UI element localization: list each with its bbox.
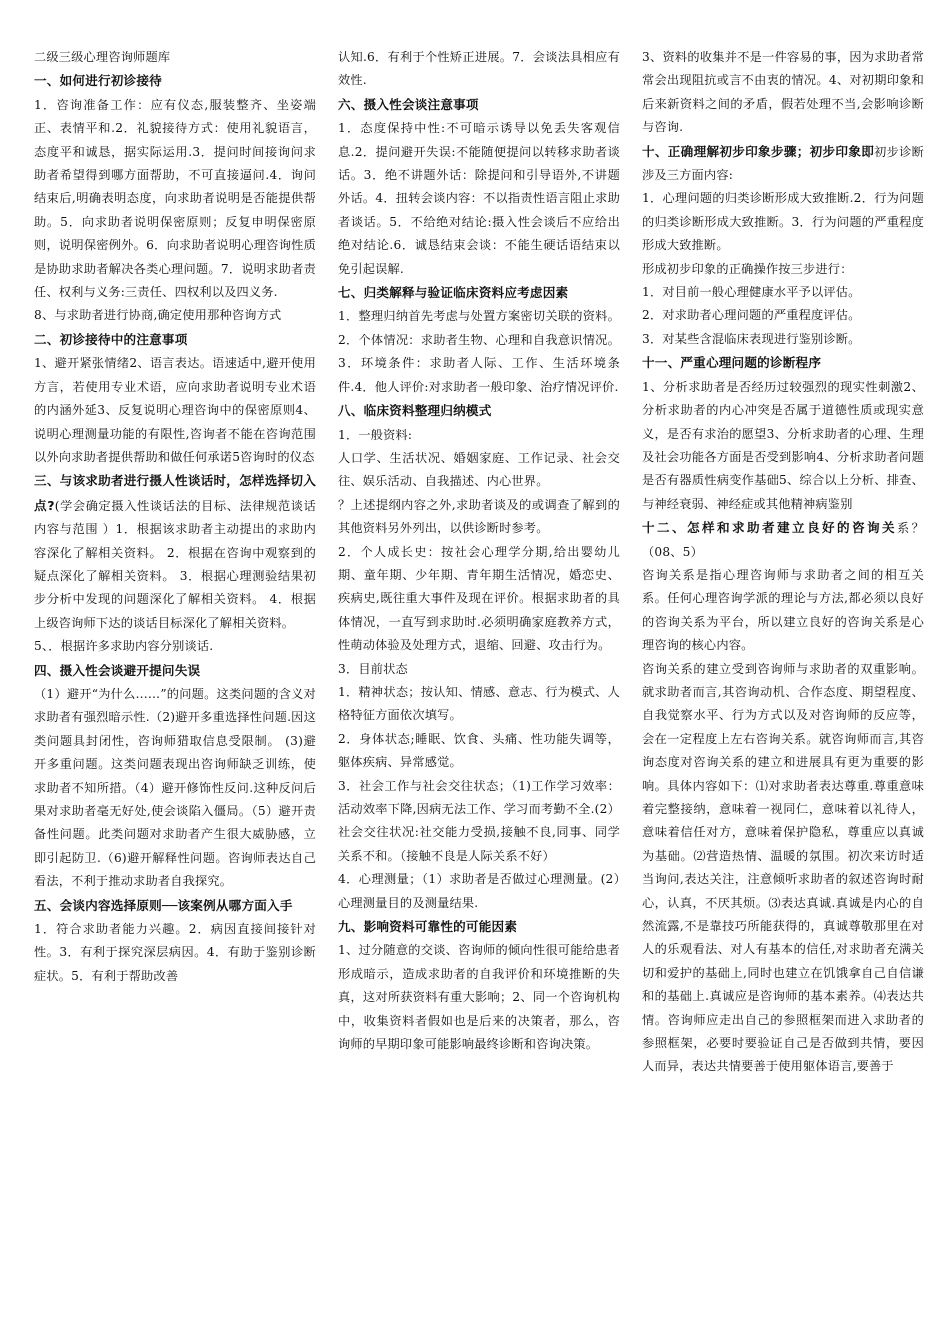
paragraph-text: 1、过分随意的交谈、咨询师的倾向性很可能给患者形成暗示，造成求助者的自我评价和环境推断的失真，这对所获资料有重大影响；2、同一个咨询机构中，收集资料者假如也是后来的决策者，那么，咨询师的早期印象可能影响最终诊断和咨询决策。	[338, 943, 620, 1052]
paragraph-text: 1．咨询准备工作：应有仪态,服装整齐、坐姿端正、表情平和.2．礼貌接待方式：使用礼貌语言，态度平和诚恳，据实际运用.3．提问时间接询问求助者希望得到哪方面帮助，不可直接逼问.4．询问结束后,明确表明态度，向求助者说明是否能提供帮助。5．向求助者说明保密原则；反复申明保密原则，说明保密例外。6．向求助者说明心理咨询性质是协助求助者解决各类心理问题。7．说明求助者责任、权利与义务:三责任、四权利以及四义务.	[34, 97, 316, 300]
heading-text: 四、摄入性会谈避开提问失误	[34, 662, 201, 678]
paragraph-text: 2．对求助者心理问题的严重程度评估。	[642, 308, 861, 323]
paragraph	[642, 187, 924, 257]
paragraph-text: 3、资料的收集并不是一件容易的事，因为求助者常常会出现阻抗或言不由衷的情况。4、对初期印象和后来新资料之间的矛盾，假若处理不当,会影响诊断与咨询.	[642, 50, 924, 135]
section-heading	[34, 69, 316, 93]
section-heading	[338, 281, 620, 305]
heading-text: 五、会谈内容选择原则──该案例从哪方面入手	[34, 897, 293, 913]
section-heading	[34, 659, 316, 683]
paragraph-text: 1、避开紧张情绪2、语言表达。语速适中,避开使用方言，若使用专业术语，应向求助者说明专业术语的内涵外延3、反复说明心理咨询中的保密原则4、说明心理测量功能的有限性,咨询者不能在咨询范围以外向求助者提供帮助和做任何承诺5咨询时的仪态	[34, 356, 316, 464]
paragraph	[642, 281, 924, 304]
paragraph-text: 1．对目前一般心理健康水平予以评估。	[642, 285, 861, 300]
section-heading	[34, 469, 316, 635]
paragraph-text: 1．心理问题的归类诊断形成大致推断.2．行为问题的归类诊断形成大致推断。3．行为问题的严重程度形成大致推断。	[642, 191, 924, 253]
paragraph	[642, 258, 924, 281]
paragraph-text: 3．社会工作与社会交往状态；（1)工作学习效率：活动效率下降,因病无法工作、学习而考勤不全.(2）社会交往状况:社交能力受损,接触不良,同事、同学关系不和。（接触不良是人际关系不好）	[338, 778, 620, 863]
paragraph	[34, 635, 316, 658]
section-heading	[338, 915, 620, 939]
heading-continuation-text: 初步诊断涉及三方面内容:	[642, 144, 924, 183]
heading-text: 一、如何进行初诊接待	[34, 73, 162, 89]
paragraph-text: 1．整理归纳首先考虑与处置方案密切关联的资料。2．个体情况：求助者生物、心理和自我意识情况。3．环境条件：求助者人际、工作、生活环境条件.4．他人评价:对求助者一般印象、治疗情况评价.	[338, 309, 620, 394]
paragraph	[338, 46, 620, 93]
paragraph-text: 3．目前状态	[338, 661, 408, 676]
paragraph	[338, 775, 620, 869]
column-1-body	[34, 69, 316, 988]
paragraph	[338, 681, 620, 728]
paragraph-text: 5、．根据许多求助内容分别谈话.	[34, 639, 214, 654]
paragraph-text: 1．一般资料:	[338, 427, 413, 442]
heading-text: 九、影响资料可靠性的可能因素	[338, 919, 518, 935]
heading-text: 十二、怎样和求助者建立良好的咨询关	[642, 520, 898, 536]
paragraph	[34, 918, 316, 988]
paragraph	[34, 94, 316, 305]
paragraph	[338, 424, 620, 447]
heading-text: 七、归类解释与验证临床资料应考虑因素	[338, 285, 569, 301]
paragraph	[642, 304, 924, 327]
paragraph	[34, 683, 316, 894]
paragraph-text: 人口学、生活状况、婚姻家庭、工作记录、社会交往、娱乐活动、自我描述、内心世界。	[338, 450, 620, 489]
column-1	[34, 46, 316, 1336]
paragraph	[338, 728, 620, 775]
heading-continuation-text: 系？（08、5）	[642, 521, 924, 559]
section-heading	[338, 399, 620, 423]
paragraph	[338, 117, 620, 281]
paragraph	[642, 564, 924, 658]
paragraph-text: 咨询关系是指心理咨询师与求助者之间的相互关系。任何心理咨询学派的理论与方法,都必须以良好的咨询关系为平台，所以建立良好的咨询关系是心理咨询的核心内容。	[642, 567, 924, 653]
paragraph	[338, 447, 620, 494]
column-2-body	[338, 46, 620, 1056]
paragraph-text: 4．心理测量；（1）求助者是否做过心理测量。(2）心理测量目的及测量结果.	[338, 872, 620, 910]
paragraph	[642, 658, 924, 1079]
paragraph-text: 认知.6．有利于个性矫正进展。7．会谈法具相应有效性.	[338, 50, 620, 88]
section-heading	[338, 93, 620, 117]
paragraph	[338, 494, 620, 541]
paragraph-text: 8、与求助者进行协商,确定使用那种咨询方式	[34, 308, 282, 323]
heading-text: 八、临床资料整理归纳模式	[338, 403, 492, 419]
paragraph	[338, 868, 620, 915]
document-page	[34, 46, 924, 1336]
heading-continuation-text: (学会确定摄入性谈话法的目标、法律规范谈话内容与范围 ）1．根据该求助者主动提出的求助内容深化了解相关资料。 2．根据在咨询中观察到的疑点深化了解相关资料。 3．根据心理测验结果初步分析中发现的问题深化了解相关资料。 4．根据上级咨询师下达的谈话目标深化了解相关资料。	[34, 498, 316, 630]
section-heading	[642, 140, 924, 188]
paragraph	[642, 46, 924, 140]
paragraph-text: 1．态度保持中性:不可暗示诱导以免丢失客观信息.2．提问避开失误:不能随便提问以转移求助者谈话。3．绝不讲题外话：除提问和引导语外,不讲题外话。4．扭转会谈内容：不以指责性语言阻止求助者谈话。5．不给绝对结论:摄入性会谈后不应给出绝对结论.6．诚恳结束会谈：不能生硬话语结束以免引起误解.	[338, 121, 620, 276]
paragraph-text: 1、分析求助者是否经历过较强烈的现实性刺激2、分析求助者的内心冲突是否属于道德性质或现实意义，是否有求治的愿望3、分析求助者的心理、生理及社会功能各方面是否受到影响4、分析求助者问题是否有器质性病变作基础5、综合以上分析、排查、与神经衰弱、神经症或其他精神病鉴别	[642, 379, 924, 511]
section-heading	[34, 894, 316, 918]
paragraph-text: 咨询关系的建立受到咨询师与求助者的双重影响。就求助者而言,其咨询动机、合作态度、期望程度、自我觉察水平、行为方式以及对咨询师的反应等，会在一定程度上左右咨询关系。就咨询师而言,其咨询态度对咨询关系的建立和进展具有更为重要的影响。具体内容如下：⑴对求助者表达尊重.尊重意味着完整接纳，意味着一视同仁，意味着以礼待人，意味着信任对方，意味着保护隐私，尊重应以真诚为基础。⑵营造热情、温暖的氛围。初次来访时适当询问,表达关注，注意倾听求助者的叙述咨询时耐心，认真，不厌其烦。⑶表达真诚.真诚是内心的自然流露,不是靠技巧所能获得的，真诚尊敬那里在对人的乐观看法、对人有基本的信任,对求助者充满关切和爱护的基础上,同时也建立在饥饿拿自己自信谦和的基础上.真诚应是咨询师的基本素养。⑷表达共情。咨询师应走出自己的参照框架而进入求助者的参照框架，必要时要验证自己是否做到共情，要因人而异，表达共情要善于使用躯体语言,要善于	[642, 661, 924, 1074]
paragraph	[338, 658, 620, 681]
paragraph	[642, 328, 924, 351]
paragraph-text: 3．对某些含混临床表现进行鉴别诊断。	[642, 331, 861, 346]
paragraph-text: （1）避开“为什么……”的问题。这类问题的含义对求助者有强烈暗示性.（2)避开多重选择性问题.因这类问题具封闭性，咨询师猎取信息受限制。 (3)避开多重问题。这类问题表现出咨询师缺乏训练，使求助者不知所措。（4）避开修饰性反问.这种反问后果对求助者毫无好处,使会谈陷入僵局。（5）避开责备性问题。此类问题对求助者产生很大威胁感，立即引起防卫.（6)避开解释性问题。咨询师表达自己看法，不利于推动求助者自我探究。	[34, 686, 316, 889]
section-heading	[642, 351, 924, 375]
section-heading	[642, 516, 924, 564]
column-2	[338, 46, 620, 1336]
section-heading	[34, 328, 316, 352]
heading-text: 十、正确理解初步印象步骤；初步印象即	[642, 143, 875, 159]
paragraph	[338, 541, 620, 658]
heading-text: 三、与该求助者进行摄人性谈话时，怎样选择切入点?	[34, 473, 316, 513]
document-title: 二级三级心理咨询师题库	[34, 50, 171, 64]
paragraph-text: 1．精神状态；按认知、情感、意志、行为模式、人格特征方面依次填写。	[338, 684, 620, 723]
heading-text: 六、摄入性会谈注意事项	[338, 96, 479, 112]
paragraph-text: 2．身体状态;睡眠、饮食、头痛、性功能失调等，躯体疾病、异常感觉。	[338, 731, 620, 770]
paragraph	[34, 304, 316, 327]
paragraph	[338, 305, 620, 399]
paragraph-text: ？上述提纲内容之外,求助者谈及的或调查了解到的其他资料另外列出，以供诊断时参考。	[338, 497, 620, 536]
heading-text: 十一、严重心理问题的诊断程序	[642, 355, 822, 371]
paragraph-text: 2．个人成长史：按社会心理学分期,给出婴幼儿期、童年期、少年期、青年期生活情况，婚恋史、疾病史,既往重大事件及现在评价。根据求助者的具体情况，一直写到求助时.必须明确家庭教养方式，性萌动体验及处理方式，退缩、回避、攻击行为。	[338, 544, 620, 653]
paragraph-text: 1．符合求助者能力兴趣。2．病因直接间接针对性。3．有利于探究深层病因。4．有助于鉴别诊断症状。5．有利于帮助改善	[34, 922, 316, 983]
paragraph	[642, 376, 924, 516]
column-3-body	[642, 46, 924, 1079]
paragraph	[34, 352, 316, 469]
column-3	[642, 46, 924, 1336]
paragraph-text: 形成初步印象的正确操作按三步进行：	[642, 261, 853, 276]
paragraph	[338, 939, 620, 1056]
heading-text: 二、初诊接待中的注意事项	[34, 331, 188, 347]
